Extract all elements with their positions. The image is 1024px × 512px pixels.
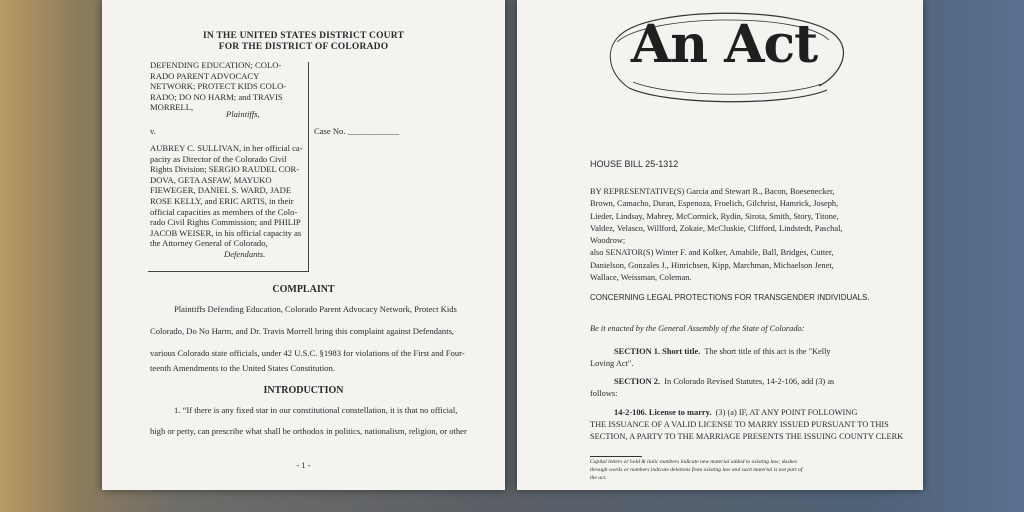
- footnote-rule: [590, 456, 642, 457]
- statute-first-line: [614, 407, 857, 419]
- court-name-line2: FOR THE DISTRICT OF COLORADO: [218, 42, 389, 52]
- bill-number: HOUSE BILL 25-1312: [590, 159, 679, 169]
- defendants-line: the Attorney General of Colorado,: [150, 238, 268, 249]
- statute-line: SECTION, A PARTY TO THE MARRIAGE PRESENTS THE ISSUING COUNTY CLERK: [590, 432, 904, 441]
- case-number-field: Case No. ____________: [314, 126, 400, 136]
- defendants-label: Defendants.: [224, 249, 266, 259]
- sponsors-line: BY REPRESENTATIVE(S) Garcia and Stewart R., Bacon, Boesenecker,: [590, 187, 835, 196]
- sponsors-line: Lieder, Lindsay, Mabrey, McCormick, Rydin, Sirota, Smith, Story, Titone,: [590, 211, 839, 221]
- versus-label: v.: [150, 126, 156, 136]
- complaint-page: [102, 0, 505, 490]
- plaintiffs-label: Plaintiffs,: [226, 109, 260, 119]
- introduction-heading: INTRODUCTION: [263, 385, 344, 396]
- section-2-label: SECTION 2.: [614, 377, 661, 386]
- defendants-line: FIEWEGER, DANIEL S. WARD, JADE: [150, 185, 292, 196]
- section-2-continued: follows:: [590, 389, 618, 398]
- plaintiffs-line: NETWORK; PROTECT KIDS COLO-: [150, 81, 287, 92]
- defendants-line: DOVA, GETA ASFAW, MAYUKO: [150, 174, 272, 185]
- section-1-label: SECTION 1. Short title.: [614, 347, 701, 356]
- plaintiffs-line: MORRELL,: [150, 102, 194, 113]
- sponsors-line: Wallace, Weissman, Coleman.: [590, 273, 692, 283]
- statute-line: THE ISSUANCE OF A VALID LICENSE TO MARRY ISSUED PURSUANT TO THIS: [590, 420, 889, 429]
- concerning-clause: CONCERNING LEGAL PROTECTIONS FOR TRANSGENDER INDIVIDUALS.: [590, 293, 870, 302]
- footnote-line: through words or numbers indicate deletions from existing law and such material is not part of: [590, 467, 803, 473]
- intro-line: 1. “If there is any fixed star in our constitutional constellation, it is that no official,: [174, 405, 458, 415]
- intro-line: high or petty, can prescribe what shall be orthodox in politics, nationalism, religion, or other: [150, 426, 467, 436]
- enacting-clause: Be it enacted by the General Assembly of the State of Colorado:: [590, 324, 805, 333]
- defendants-line: ROSE KELLY, and ERIC ARTIS, in their: [150, 195, 294, 206]
- footnote-line: the act.: [590, 475, 607, 481]
- sponsors-line: Danielson, Gonzales J., Hinrichsen, Kipp, Marchman, Michaelson Jenet,: [590, 260, 834, 270]
- defendants-line: AUBREY C. SULLIVAN, in her official ca-: [150, 143, 303, 153]
- caption-divider-horizontal: [148, 271, 309, 272]
- court-name-line1: IN THE UNITED STATES DISTRICT COURT: [202, 31, 405, 41]
- footnote-line: Capital letters or bold & italic numbers indicate new material added to existing law; dashes: [590, 459, 797, 465]
- section-2: [614, 376, 834, 388]
- sponsors-line: Woodrow;: [590, 236, 626, 246]
- footnote: [590, 458, 802, 482]
- defendants-line: Rights Division; SERGIO RAUDEL COR-: [150, 164, 300, 175]
- sponsors-block: [590, 186, 843, 284]
- caption-divider-vertical: [308, 62, 309, 272]
- act-title: An Act: [630, 14, 818, 75]
- defendants-line: JACOB WEISER, in his official capacity as: [150, 227, 302, 238]
- sponsors-line: Valdez, Velasco, Willford, Zokaie, McCluskie, Clifford, Lindstedt, Paschal,: [590, 223, 843, 233]
- complaint-line: various Colorado state officials, under 42 U.S.C. §1983 for violations of the First and Four-: [150, 348, 465, 358]
- section-2-text: In Colorado Revised Statutes, 14-2-106, add (3) as: [664, 377, 835, 386]
- defendants-block: [150, 143, 303, 249]
- section-1-continued: Loving Act".: [590, 359, 634, 368]
- sponsors-line: Brown, Camacho, Duran, Espenoza, Froelich, Gilchrist, Hamrick, Joseph,: [590, 199, 839, 209]
- complaint-heading: COMPLAINT: [272, 284, 335, 295]
- plaintiffs-block: [150, 60, 286, 113]
- plaintiffs-line: RADO PARENT ADVOCACY: [150, 70, 260, 81]
- section-1: [614, 346, 831, 358]
- statute-label: 14-2-106. License to marry.: [614, 408, 712, 417]
- complaint-line: teenth Amendments to the United States Constitution.: [150, 363, 335, 373]
- plaintiffs-line: RADO; DO NO HARM; and TRAVIS: [150, 91, 283, 102]
- statute-line: (3) (a) IF, AT ANY POINT FOLLOWING: [715, 408, 858, 417]
- plaintiffs-line: DEFENDING EDUCATION; COLO-: [150, 60, 282, 70]
- defendants-line: rado Civil Rights Commission; and PHILIP: [150, 217, 301, 228]
- defendants-line: pacity as Director of the Colorado Civil: [150, 153, 287, 164]
- section-1-text: The short title of this act is the "Kelly: [704, 347, 831, 356]
- defendants-line: official capacities as members of the Colo-: [150, 206, 298, 217]
- house-bill-page: [517, 0, 923, 490]
- sponsors-line: also SENATOR(S) Winter F. and Kolker, Amabile, Ball, Bridges, Cutter,: [590, 248, 834, 258]
- page-number: - 1 -: [296, 460, 311, 470]
- complaint-line: Plaintiffs Defending Education, Colorado Parent Advocacy Network, Protect Kids: [174, 304, 457, 314]
- complaint-line: Colorado, Do No Harm, and Dr. Travis Morrell bring this complaint against Defendants,: [150, 326, 455, 336]
